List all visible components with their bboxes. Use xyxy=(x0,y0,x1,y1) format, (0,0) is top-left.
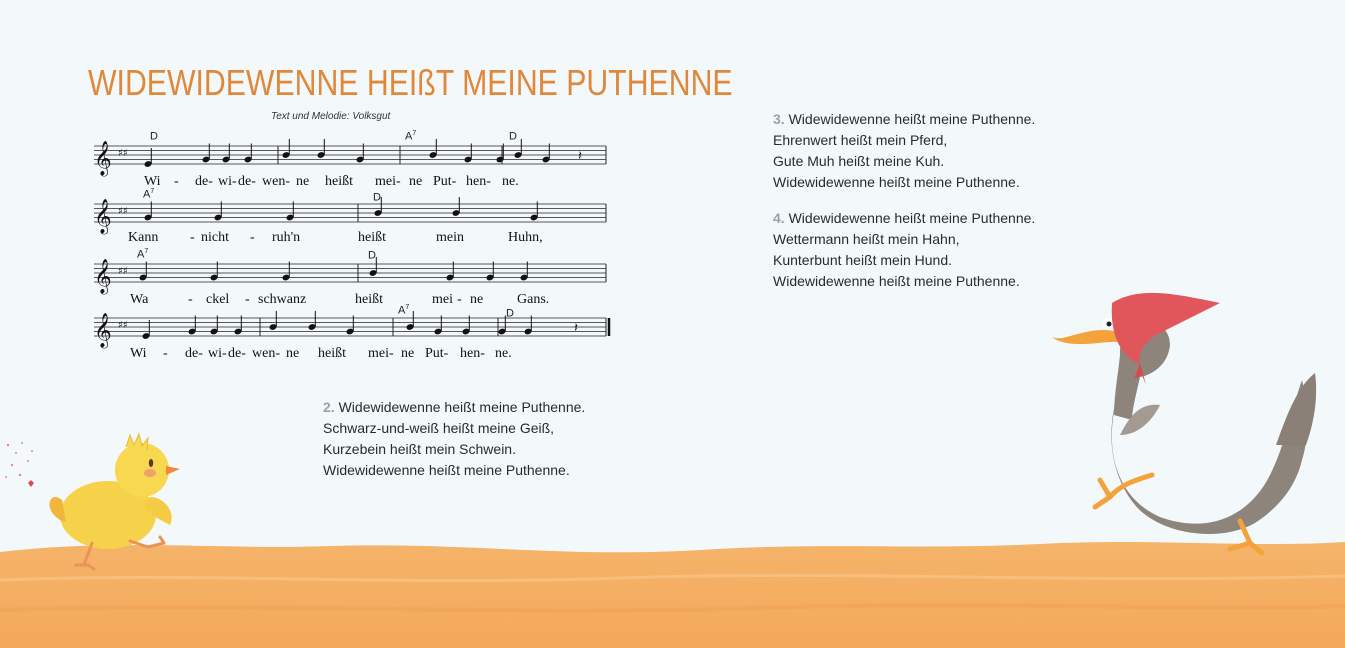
verse-line: Widewidewenne heißt meine Puthenne. xyxy=(323,462,570,478)
key-signature-icon: ♯♯ xyxy=(118,206,128,217)
lyric-syllable: de- xyxy=(228,346,246,361)
lyric-syllable: - xyxy=(190,230,195,245)
verse-3 xyxy=(773,109,1035,193)
verse-number: 2. xyxy=(323,399,335,415)
lyric-syllable: - xyxy=(174,174,179,189)
lyric-syllable: hen- xyxy=(460,346,485,361)
lyric-syllable: mei xyxy=(432,292,453,307)
chord-label: D xyxy=(509,130,517,143)
lyric-syllable: - xyxy=(457,292,462,307)
chord-label: $A^7$ xyxy=(405,130,417,143)
lyric-syllable: ckel xyxy=(206,292,230,307)
verse-line: Wettermann heißt mein Hahn, xyxy=(773,231,960,247)
lyric-syllable: - xyxy=(245,292,250,307)
lyric-syllable: Wi xyxy=(130,346,147,361)
lyric-syllable: Huhn, xyxy=(508,230,543,245)
lyric-syllable: wi- xyxy=(208,346,227,361)
chord-label: D xyxy=(373,191,381,204)
treble-clef-icon: 𝄞 xyxy=(94,199,112,234)
lyric-syllable: ne. xyxy=(495,346,512,361)
rest-icon: 𝄽 xyxy=(574,321,578,336)
lyric-syllable: de- xyxy=(195,174,213,189)
lyric-syllable: wen- xyxy=(252,346,280,361)
lyric-syllable: wen- xyxy=(262,174,290,189)
lyric-syllable: wi- xyxy=(218,174,237,189)
lyric-syllable: heißt xyxy=(318,346,346,361)
verse-number: 3. xyxy=(773,111,785,127)
verse-line: Widewidewenne heißt meine Puthenne. xyxy=(338,399,586,415)
lyric-syllable: de- xyxy=(185,346,203,361)
lyric-syllable: mei- xyxy=(375,174,401,189)
lyrics-row-2 xyxy=(88,230,613,248)
verse-line: Widewidewenne heißt meine Puthenne. xyxy=(773,174,1020,190)
lyric-syllable: Put- xyxy=(433,174,457,189)
lyric-syllable: ne xyxy=(409,174,423,189)
verse-2 xyxy=(323,397,585,481)
goose-with-headscarf-illustration xyxy=(1040,285,1340,565)
lyric-syllable: schwanz xyxy=(258,292,307,307)
verse-line: Schwarz-und-weiß heißt meine Geiß, xyxy=(323,420,555,436)
chord-label: $A^7$ xyxy=(143,188,155,201)
song-title: WIDEWIDEWENNE HEIßT MEINE PUTHENNE xyxy=(88,62,733,103)
chord-label: $A^7$ xyxy=(398,304,410,317)
lyric-syllable: ne xyxy=(286,346,300,361)
lyric-syllable: heißt xyxy=(358,230,386,245)
lyric-syllable: Wa xyxy=(130,292,149,307)
verse-line: Widewidewenne heißt meine Puthenne. xyxy=(788,210,1036,226)
lyric-syllable: ne xyxy=(401,346,415,361)
lyric-syllable: mein xyxy=(436,230,464,245)
verse-line: Widewidewenne heißt meine Puthenne. xyxy=(773,273,1020,289)
lyric-syllable: Gans. xyxy=(517,292,550,307)
lyric-syllable: - xyxy=(188,292,193,307)
chord-label: D xyxy=(506,307,514,320)
verse-line: Gute Muh heißt meine Kuh. xyxy=(773,153,945,169)
lyric-syllable: ne xyxy=(470,292,484,307)
key-signature-icon: ♯♯ xyxy=(118,148,128,159)
key-signature-icon: ♯♯ xyxy=(118,266,128,277)
lyrics-row-4 xyxy=(88,346,613,364)
treble-clef-icon: 𝄞 xyxy=(94,313,112,348)
chick-illustration xyxy=(0,425,200,575)
lyric-syllable: heißt xyxy=(355,292,383,307)
lyric-syllable: mei- xyxy=(368,346,394,361)
verse-number: 4. xyxy=(773,210,785,226)
lyric-syllable: Wi xyxy=(144,174,161,189)
lyric-syllable: nicht xyxy=(201,230,229,245)
lyric-syllable: de- xyxy=(238,174,256,189)
verse-line: Kunterbunt heißt mein Hund. xyxy=(773,252,952,268)
lyric-syllable: - xyxy=(250,230,255,245)
lyric-syllable: - xyxy=(163,346,168,361)
verse-line: Kurzebein heißt mein Schwein. xyxy=(323,441,516,457)
lyric-syllable: heißt xyxy=(325,174,353,189)
verse-4 xyxy=(773,208,1035,292)
lyric-syllable: ne xyxy=(296,174,310,189)
rest-icon: 𝄽 xyxy=(578,149,582,164)
lyric-syllable: ruh'n xyxy=(272,230,301,245)
lyric-syllable: Put- xyxy=(425,346,449,361)
chord-label: $A^7$ xyxy=(137,248,149,261)
verse-line: Widewidewenne heißt meine Puthenne. xyxy=(788,111,1036,127)
chord-label: D xyxy=(368,249,376,262)
treble-clef-icon: 𝄞 xyxy=(94,141,112,176)
lyric-syllable: ne. xyxy=(502,174,519,189)
song-credit: Text und Melodie: Volksgut xyxy=(271,111,391,122)
lyric-syllable: Kann xyxy=(128,230,159,245)
key-signature-icon: ♯♯ xyxy=(118,320,128,331)
treble-clef-icon: 𝄞 xyxy=(94,259,112,294)
chord-label: D xyxy=(150,130,158,143)
verse-line: Ehrenwert heißt mein Pferd, xyxy=(773,132,948,148)
lyric-syllable: hen- xyxy=(466,174,491,189)
